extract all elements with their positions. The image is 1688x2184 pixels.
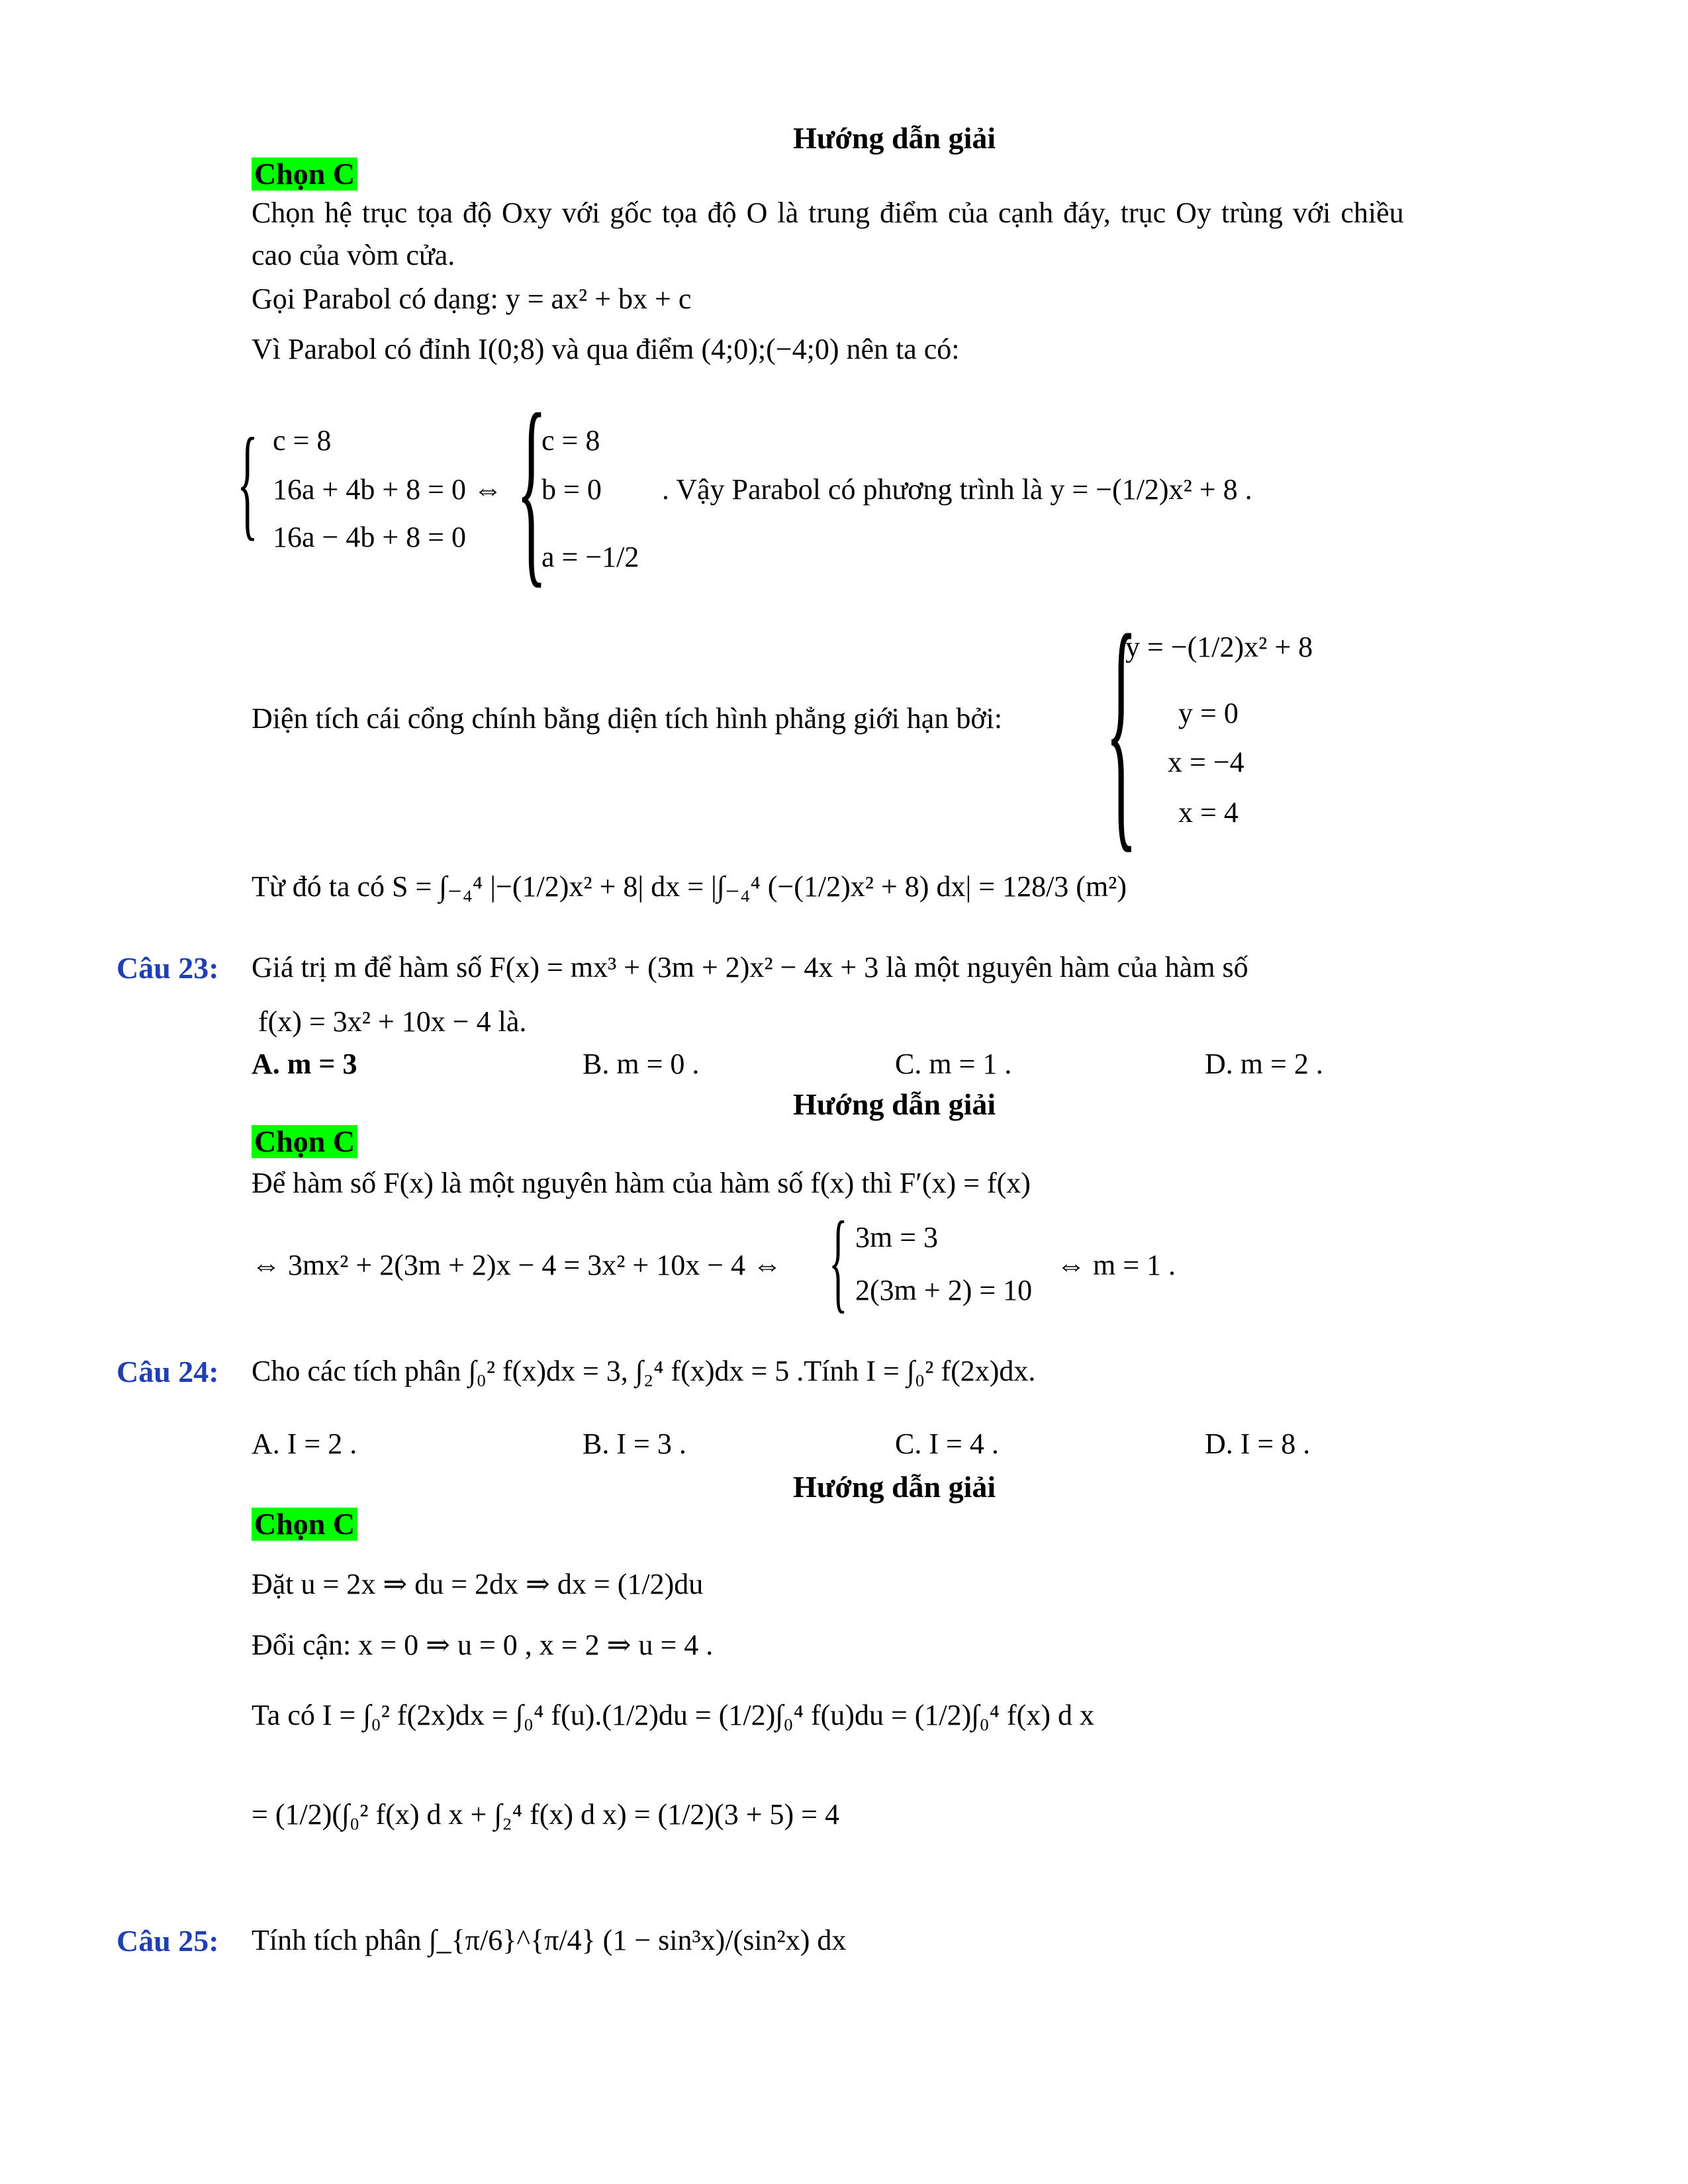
area-eq-2: y = 0	[1178, 697, 1239, 729]
answer-choice-23: Chọn C	[252, 1125, 357, 1158]
solution-1-line-2: cao của vòm cửa.	[252, 239, 455, 271]
solution-heading-1: Hướng dẫn giải	[793, 121, 996, 155]
q23-option-c[interactable]: C. m = 1 .	[895, 1048, 1012, 1080]
area-eq-1: y = −(1/2)x² + 8	[1125, 631, 1313, 663]
solution-1-line-4: Vì Parabol có đỉnh I(0;8) và qua điểm (4;0);(−4;0) nên ta có:	[252, 333, 960, 365]
q23-solution-1: Để hàm số F(x) là một nguyên hàm của hàm số f(x) thì F′(x) = f(x)	[252, 1167, 1031, 1199]
system-2-eq-3: a = −1/2	[541, 541, 639, 573]
system-1-eq-1: c = 8	[273, 424, 332, 457]
system-1-eq-2: 16a + 4b + 8 = 0 ⇔	[273, 473, 502, 506]
q23-option-b[interactable]: B. m = 0 .	[583, 1048, 700, 1080]
q23-system-eq-1: 3m = 3	[855, 1221, 939, 1253]
solution-1-line-3: Gọi Parabol có dạng: y = ax² + bx + c	[252, 283, 692, 315]
q23-solution-2b: ⇔ m = 1 .	[1056, 1249, 1176, 1281]
system-brace-2: {	[516, 371, 547, 606]
question-23-text-2: f(x) = 3x² + 10x − 4 là.	[258, 1005, 527, 1038]
system-brace-1: {	[237, 413, 258, 552]
question-23-label: Câu 23:	[117, 951, 219, 985]
q23-solution-2a: ⇔ 3mx² + 2(3m + 2)x − 4 = 3x² + 10x − 4 ⇔	[252, 1249, 782, 1281]
q24-option-a[interactable]: A. I = 2 .	[252, 1428, 357, 1460]
parabol-conclusion: . Vậy Parabol có phương trình là y = −(1/2)x² + 8 .	[662, 473, 1252, 506]
question-25-label: Câu 25:	[117, 1924, 219, 1958]
q23-option-d[interactable]: D. m = 2 .	[1205, 1048, 1323, 1080]
q24-solution-1: Đặt u = 2x ⇒ du = 2dx ⇒ dx = (1/2)du	[252, 1568, 704, 1600]
area-brace: {	[1105, 581, 1137, 874]
area-text: Diện tích cái cổng chính bằng diện tích hình phẳng giới hạn bởi:	[252, 702, 1003, 735]
question-24-label: Câu 24:	[117, 1355, 219, 1388]
system-2-eq-1: c = 8	[541, 424, 600, 457]
q24-option-d[interactable]: D. I = 8 .	[1205, 1428, 1311, 1460]
q24-solution-4: = (1/2)(∫₀² f(x) d x + ∫₂⁴ f(x) d x) = (1/2)(3 + 5) = 4	[252, 1798, 839, 1831]
answer-choice-24: Chọn C	[252, 1508, 357, 1541]
q23-option-a[interactable]: A. m = 3	[252, 1048, 357, 1080]
q24-option-b[interactable]: B. I = 3 .	[583, 1428, 686, 1460]
area-eq-3: x = −4	[1168, 746, 1244, 778]
area-eq-4: x = 4	[1178, 796, 1239, 829]
q24-option-c[interactable]: C. I = 4 .	[895, 1428, 999, 1460]
solution-heading-23: Hướng dẫn giải	[793, 1087, 996, 1121]
area-result: Từ đó ta có S = ∫₋₄⁴ |−(1/2)x² + 8| dx = |∫₋₄⁴ (−(1/2)x² + 8) dx| = 128/3 (m²)	[252, 870, 1127, 903]
question-25-text: Tính tích phân ∫_{π/6}^{π/4} (1 − sin³x)/(sin²x) dx	[252, 1924, 847, 1956]
answer-choice-1: Chọn C	[252, 158, 357, 191]
solution-heading-24: Hướng dẫn giải	[793, 1470, 996, 1504]
system-1-eq-3: 16a − 4b + 8 = 0	[273, 521, 466, 553]
q23-system-eq-2: 2(3m + 2) = 10	[855, 1274, 1033, 1306]
question-23-text: Giá trị m để hàm số F(x) = mx³ + (3m + 2)x² − 4x + 3 là một nguyên hàm của hàm số	[252, 951, 1248, 983]
q24-solution-3: Ta có I = ∫₀² f(2x)dx = ∫₀⁴ f(u).(1/2)du = (1/2)∫₀⁴ f(u)du = (1/2)∫₀⁴ f(x) d x	[252, 1699, 1094, 1731]
question-24-text: Cho các tích phân ∫₀² f(x)dx = 3, ∫₂⁴ f(x)dx = 5 .Tính I = ∫₀² f(2x)dx.	[252, 1355, 1036, 1387]
system-2-eq-2: b = 0	[541, 473, 602, 506]
q23-brace: {	[829, 1199, 848, 1323]
q24-solution-2: Đổi cận: x = 0 ⇒ u = 0 , x = 2 ⇒ u = 4 .	[252, 1629, 714, 1661]
solution-1-line-1: Chọn hệ trục tọa độ Oxy với gốc tọa độ O là trung điểm của cạnh đáy, trục Oy trùng với chiều	[252, 197, 1404, 229]
